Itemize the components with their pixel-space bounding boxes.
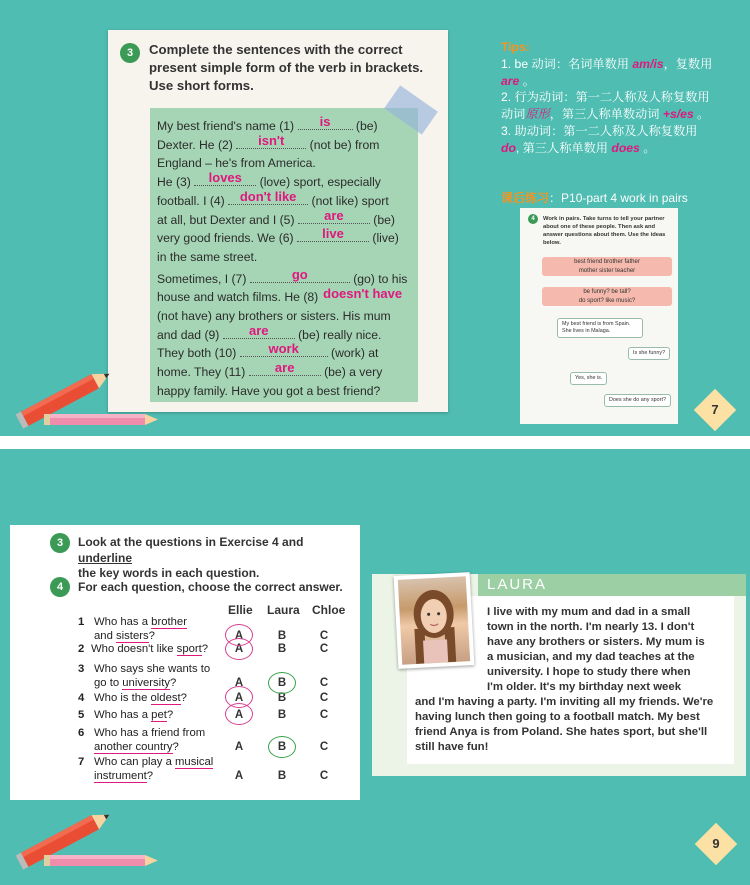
option-a[interactable]: A [234,677,244,689]
text-line: a musician, and my dad teaches at the [487,651,695,663]
answer-text: live [322,226,344,242]
answer-circle [225,638,253,660]
question-number: 3 [78,663,85,675]
question-text: Who has a brother and sisters? [94,616,187,642]
text-line: I'm older. It's my birthday next week [487,681,682,693]
text-line: friend Anya is from Poland. She hates sport, but she'll [415,726,708,738]
answer-text: go [291,266,308,282]
question-number: 1 [78,616,85,628]
sentence-text: very good friends. We (6) [157,231,294,246]
speech-bubble-3: Yes, she is. [570,372,607,385]
tip-2: 2. 行为动词：第一二人称及人称复数用动词原形，第三人称单数动词 +s/es 。 [501,90,710,122]
text-line: town in the north. I'm nearly 13. I don't [487,621,695,633]
exercise-3-panel [108,30,448,412]
ideas-box-questions: be funny? be tall? do sport? like music? [542,287,672,306]
option-a[interactable]: A [234,643,244,655]
girl-portrait-icon [398,576,470,664]
column-laura: Laura [267,603,300,617]
option-c[interactable]: C [319,741,329,753]
tip-3: 3. 助动词：第一二人称及人称复数用 do, 第三人称单数用 does 。 [501,123,698,155]
answer-text: is [319,114,331,129]
sentence-text: Dexter. He (2) [157,137,233,152]
work-in-pairs-card [520,208,678,424]
sentence-text: and dad (9) [157,327,220,342]
pencil-icon [10,370,160,430]
pencil-icon [10,811,160,871]
option-b[interactable]: B [277,770,287,782]
option-b[interactable]: B [277,643,287,655]
laura-text-panel [372,574,746,776]
sentence-text: Sometimes, I (7) [157,271,247,286]
question-text: Who can play a musical instrument? [94,756,214,782]
question-text: Who has a pet? [94,709,174,721]
sentence-text: (not be) from [309,137,380,152]
answer-circle [268,672,296,694]
option-c[interactable]: C [319,692,329,704]
sentence-box [150,108,418,402]
sentence-text: house and watch films. He (8) [157,290,319,305]
question-number: 2 [78,643,85,655]
sentence-text: (not have) any brothers or sisters. His mum [157,309,391,324]
option-b[interactable]: B [277,709,287,721]
option-a[interactable]: A [234,692,244,704]
answer-blank [250,266,350,283]
answer-blank [194,170,256,186]
pairs-heading: Work in pairs. Take turns to tell your partner about one of these people. Then ask and answer questions about them. Use the ideas below. [543,216,666,246]
page-number: 7 [711,402,719,417]
answer-blank [298,114,353,130]
option-a[interactable]: A [234,741,244,753]
exercise-number-badge: 4 [528,214,538,224]
text-line: have any brothers or sisters. My mum is [487,636,705,648]
option-a[interactable]: A [234,709,244,721]
slide-9 [0,449,750,885]
paragraph-1 [157,114,408,267]
text-line: I live with my mum and dad in a small [487,606,691,618]
column-chloe: Chloe [312,603,346,617]
question-number: 6 [78,727,85,739]
answer-blank [297,226,369,242]
option-c[interactable]: C [319,677,329,689]
option-a[interactable]: A [234,630,244,642]
sentence-text: happy family. Have you got a best friend? [157,383,381,398]
sentence-text: in the same street. [157,249,258,264]
laura-paragraph-top [487,605,732,695]
slide-7 [0,0,750,436]
answer-blank [228,188,308,205]
option-b[interactable]: B [277,692,287,704]
sentence-text: (live) [372,231,399,246]
answer-text: are [324,207,344,223]
option-b[interactable]: B [277,630,287,642]
homework-note: 课后练习：P10-part 4 work in pairs [501,191,688,205]
exercise-number-badge: 4 [50,577,70,597]
tip-1: 1. be 动词：名词单数用 am/is，复数用 are 。 [501,56,713,88]
option-c[interactable]: C [319,643,329,655]
speech-bubble-4: Does she do any sport? [604,394,671,407]
answer-blank [236,132,306,149]
sentence-text: England – he's from America. [157,156,316,171]
sentence-text: (be) [373,212,395,227]
sentence-text: He (3) [157,175,191,190]
option-c[interactable]: C [319,630,329,642]
speech-bubble-1: My best friend is from Spain. She lives in Malaga. [557,318,643,338]
sentence-text: (love) sport, especially [259,175,381,190]
page-number: 9 [712,836,720,851]
column-ellie: Ellie [228,603,253,617]
question-number: 5 [78,709,85,721]
laura-title: LAURA [487,576,548,593]
option-a[interactable]: A [234,770,244,782]
text-line: and I'm having a party. I'm inviting all my friends. We're [415,696,714,708]
answer-text: doesn't have [323,286,403,302]
sentence-text: (be) a very [324,365,383,380]
exercise-number-badge: 3 [50,533,70,553]
answer-circle [225,703,253,725]
answer-text: loves [208,170,242,186]
question-text: Who has a friend from another country? [94,727,206,753]
speech-bubble-2: Is she funny? [628,347,670,360]
option-c[interactable]: C [319,709,329,721]
text-line: university. I hope to study there when [487,666,691,678]
sentence-text: (work) at [331,346,379,361]
answer-blank [298,207,370,224]
sentence-text: at all, but Dexter and I (5) [157,212,295,227]
exercise-4-instructions: For each question, choose the correct answer. [78,580,343,594]
slide-separator [0,436,750,449]
option-b[interactable]: B [277,677,287,689]
option-c[interactable]: C [319,770,329,782]
sentence-text: (be) really nice. [298,327,382,342]
answer-text: isn't [258,132,285,148]
text-line: having lunch then going to a football match. My best [415,711,700,723]
ideas-box-people: best friend brother father mother sister teacher [542,257,672,276]
tips-panel: Tips: 1. be 动词：名词单数用 am/is，复数用 are 。 2. 行为动词：第一二人称及人称复数用动词原形，第三人称单数动词 +s/es 。 3. 助动词：第一二人称及人称复数用 do, 第三人称单数用 does 。 [501,39,716,157]
text-line: still have fun! [415,741,489,753]
laura-photo [394,572,475,669]
answer-blank [249,360,321,376]
sentence-text: home. They (11) [157,365,246,380]
question-text: Who is the oldest? [94,692,187,704]
exercise-number-badge: 3 [120,43,140,63]
sentence-text: They both (10) [157,346,237,361]
exercise-instructions: Complete the sentences with the correct present simple form of the verb in brackets. Use short forms. [149,42,424,93]
answer-blank [322,288,404,301]
sentence-text: (be) [355,119,378,133]
answer-text: are [274,360,295,376]
exercise-3-instructions: Look at the questions in Exercise 4 and underline the key words in each question. [78,535,304,580]
paragraph-2 [157,266,408,401]
answer-text: are [248,322,269,338]
option-b[interactable]: B [277,741,287,753]
sentence-text: football. I (4) [157,193,225,208]
exercise-4-panel [10,525,360,800]
sentence-text: My best friend's name (1) [157,119,295,133]
answer-text: work [268,341,299,357]
question-text: Who says she wants to go to university? [94,663,211,689]
tips-title: Tips [501,40,526,54]
question-text: Who doesn't like sport? [91,643,209,655]
sentence-text: (not like) sport [311,193,389,208]
answer-circle [268,736,296,758]
question-number: 7 [78,756,85,768]
laura-paragraph-bottom [415,695,733,755]
question-number: 4 [78,692,85,704]
sentence-text: (go) to his [353,271,408,286]
answer-blank [240,341,328,357]
answer-text: don't like [239,188,297,204]
answer-blank [223,322,295,339]
